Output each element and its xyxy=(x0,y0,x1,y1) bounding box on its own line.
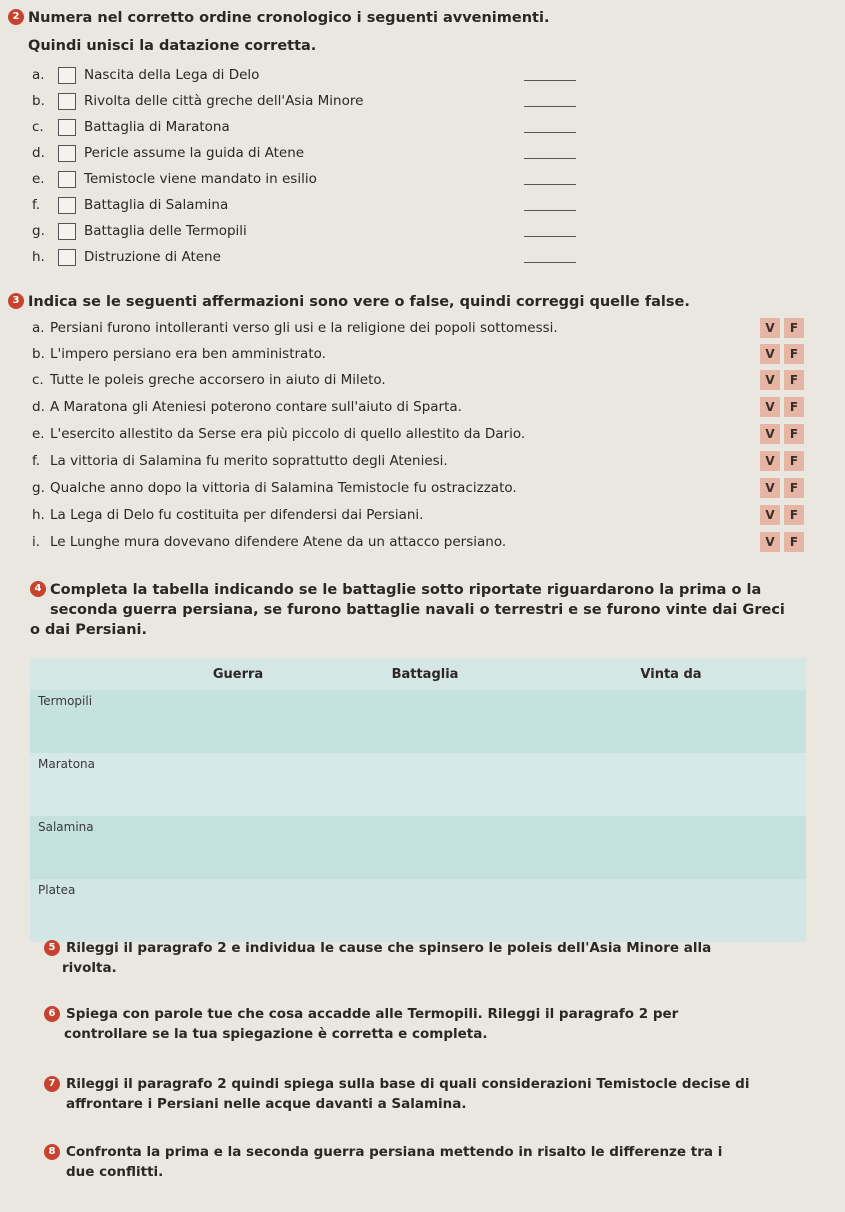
exercise-number-badge: 6 xyxy=(44,1006,60,1022)
exercise-2-subtitle: Quindi unisci la datazione corretta. xyxy=(28,38,317,54)
date-answer-line[interactable] xyxy=(524,184,576,185)
answer-cell[interactable] xyxy=(314,816,536,879)
false-option[interactable]: F xyxy=(784,424,804,444)
exercise-6: 6 Spiega con parole tue che cosa accadde alle Termopili. Rileggi il paragrafo 2 per controllare se la tua spiegazione è corretta e completa. xyxy=(66,1004,815,1044)
list-item: h. La Lega di Delo fu costituita per difendersi dai Persiani. V F xyxy=(32,503,822,527)
exercise-number-badge: 8 xyxy=(44,1144,60,1160)
order-number-box[interactable] xyxy=(58,249,76,266)
answer-cell[interactable] xyxy=(314,753,536,816)
date-answer-line[interactable] xyxy=(524,236,576,237)
list-item: e. L'esercito allestito da Serse era più piccolo di quello allestito da Dario. V F xyxy=(32,422,822,446)
exercise-number-badge: 4 xyxy=(30,581,46,597)
order-number-box[interactable] xyxy=(58,145,76,162)
table-row xyxy=(30,690,806,753)
true-option[interactable]: V xyxy=(760,318,780,338)
true-option[interactable]: V xyxy=(760,344,780,364)
false-option[interactable]: F xyxy=(784,532,804,552)
column-header: Battaglia xyxy=(314,658,536,690)
column-header: Vinta da xyxy=(536,658,806,690)
list-item: c. Battaglia di Maratona xyxy=(32,116,592,138)
battle-name: Salamina xyxy=(30,816,162,879)
answer-cell[interactable] xyxy=(162,879,314,942)
true-option[interactable]: V xyxy=(760,424,780,444)
battles-table xyxy=(30,658,806,942)
table-row xyxy=(30,879,806,942)
true-option[interactable]: V xyxy=(760,478,780,498)
date-answer-line[interactable] xyxy=(524,132,576,133)
answer-cell[interactable] xyxy=(536,690,806,753)
order-number-box[interactable] xyxy=(58,119,76,136)
exercise-5: 5 Rileggi il paragrafo 2 e individua le cause che spinsero le poleis dell'Asia Minore alla rivolta. xyxy=(66,938,815,978)
list-item: g. Qualche anno dopo la vittoria di Salamina Temistocle fu ostracizzato. V F xyxy=(32,476,822,500)
answer-cell[interactable] xyxy=(162,816,314,879)
false-option[interactable]: F xyxy=(784,344,804,364)
battle-name: Termopili xyxy=(30,690,162,753)
true-option[interactable]: V xyxy=(760,370,780,390)
answer-cell[interactable] xyxy=(536,879,806,942)
list-item: e. Temistocle viene mandato in esilio xyxy=(32,168,592,190)
list-item: a. Nascita della Lega di Delo xyxy=(32,64,592,86)
order-number-box[interactable] xyxy=(58,171,76,188)
exercise-7: 7 Rileggi il paragrafo 2 quindi spiega sulla base di quali considerazioni Temistocle decise di affrontare i Persiani nelle acque davanti a Salamina. xyxy=(66,1074,815,1114)
date-answer-line[interactable] xyxy=(524,262,576,263)
list-item: a. Persiani furono intolleranti verso gli usi e la religione dei popoli sottomessi. V F xyxy=(32,316,822,340)
exercise-number-badge: 7 xyxy=(44,1076,60,1092)
order-number-box[interactable] xyxy=(58,67,76,84)
list-item: b. Rivolta delle città greche dell'Asia Minore xyxy=(32,90,592,112)
exercise-3-title: Indica se le seguenti affermazioni sono vere o false, quindi correggi quelle false. xyxy=(28,294,690,310)
date-answer-line[interactable] xyxy=(524,106,576,107)
list-item: h. Distruzione di Atene xyxy=(32,246,592,268)
exercise-number-badge: 5 xyxy=(44,940,60,956)
false-option[interactable]: F xyxy=(784,370,804,390)
list-item: b. L'impero persiano era ben amministrato. V F xyxy=(32,342,822,366)
list-item: f. La vittoria di Salamina fu merito soprattutto degli Ateniesi. V F xyxy=(32,449,822,473)
true-option[interactable]: V xyxy=(760,532,780,552)
list-item: g. Battaglia delle Termopili xyxy=(32,220,592,242)
order-number-box[interactable] xyxy=(58,93,76,110)
exercise-number-badge: 3 xyxy=(8,293,24,309)
exercise-3 xyxy=(12,292,825,312)
table-row xyxy=(30,753,806,816)
answer-cell[interactable] xyxy=(314,690,536,753)
answer-cell[interactable] xyxy=(162,753,314,816)
order-number-box[interactable] xyxy=(58,197,76,214)
exercise-number-badge: 2 xyxy=(8,9,24,25)
answer-cell[interactable] xyxy=(536,753,806,816)
false-option[interactable]: F xyxy=(784,505,804,525)
order-number-box[interactable] xyxy=(58,223,76,240)
answer-cell[interactable] xyxy=(162,690,314,753)
true-option[interactable]: V xyxy=(760,397,780,417)
battle-name: Platea xyxy=(30,879,162,942)
column-header: Guerra xyxy=(162,658,314,690)
table-row xyxy=(30,816,806,879)
false-option[interactable]: F xyxy=(784,478,804,498)
list-item: i. Le Lunghe mura dovevano difendere Atene da un attacco persiano. V F xyxy=(32,530,822,554)
date-answer-line[interactable] xyxy=(524,80,576,81)
answer-cell[interactable] xyxy=(314,879,536,942)
answer-cell[interactable] xyxy=(536,816,806,879)
list-item: f. Battaglia di Salamina xyxy=(32,194,592,216)
list-item: c. Tutte le poleis greche accorsero in aiuto di Mileto. V F xyxy=(32,368,822,392)
false-option[interactable]: F xyxy=(784,451,804,471)
exercise-4: 4 Completa la tabella indicando se le battaglie sotto riportate riguardarono la prima o la seconda guerra persiana, se furono battaglie navali o terrestri e se furono vinte dai Greci o dai Persiani. xyxy=(30,582,785,638)
exercise-8: 8 Confronta la prima e la seconda guerra persiana mettendo in risalto le differenze tra i due conflitti. xyxy=(66,1142,815,1182)
list-item: d. A Maratona gli Ateniesi poterono contare sull'aiuto di Sparta. V F xyxy=(32,395,822,419)
battle-name: Maratona xyxy=(30,753,162,816)
list-item: d. Pericle assume la guida di Atene xyxy=(32,142,592,164)
table-header-row xyxy=(30,658,806,690)
false-option[interactable]: F xyxy=(784,318,804,338)
date-answer-line[interactable] xyxy=(524,210,576,211)
true-option[interactable]: V xyxy=(760,451,780,471)
date-answer-line[interactable] xyxy=(524,158,576,159)
exercise-2 xyxy=(12,8,825,56)
true-option[interactable]: V xyxy=(760,505,780,525)
false-option[interactable]: F xyxy=(784,397,804,417)
exercise-2-title: Numera nel corretto ordine cronologico i seguenti avvenimenti. xyxy=(28,10,550,26)
